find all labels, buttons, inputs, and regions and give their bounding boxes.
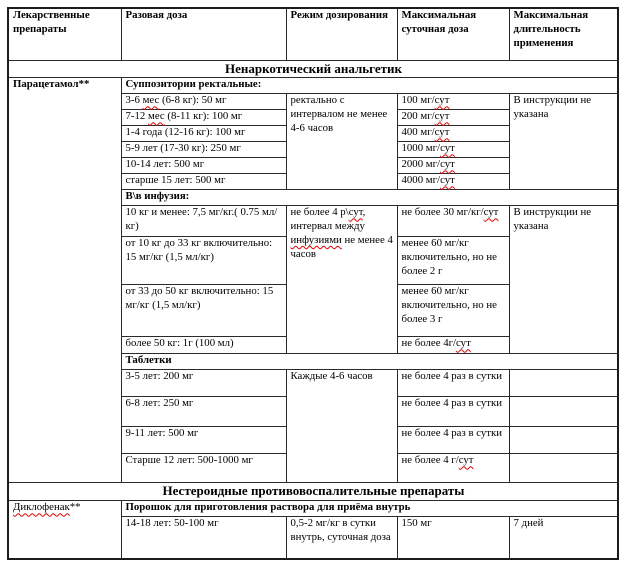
- section-row-nonnarcotic: [8, 60, 618, 78]
- text-run: 4000 мг/: [401, 174, 441, 187]
- max-daily-cell: [397, 285, 509, 337]
- max-daily-cell: [397, 142, 509, 158]
- dosage-table-body: [8, 8, 618, 559]
- misspelled-text: сут: [348, 206, 363, 219]
- misspelled-text: сут: [456, 337, 471, 350]
- text-run: Суппозитории ректальные:: [125, 78, 262, 91]
- dose-cell: [121, 158, 286, 174]
- text-run: Каждые 4-6 часов: [290, 370, 373, 383]
- regimen-cell: [286, 370, 397, 483]
- text-run: Режим дозирования: [290, 9, 388, 21]
- text-run: Порошок для приготовления раствора для приёма внутрь: [125, 501, 411, 514]
- subsection-header-rectal-suppositories: [121, 78, 618, 94]
- text-run: не более 4 р\: [290, 206, 349, 219]
- duration-cell-empty: [509, 370, 618, 397]
- duration-cell: [509, 94, 618, 190]
- text-run: , интервал между: [290, 206, 366, 233]
- max-daily-cell: [397, 174, 509, 190]
- col-header-single-dose: [121, 8, 286, 60]
- duration-cell-empty: [509, 397, 618, 427]
- misspelled-text: сут: [440, 142, 455, 155]
- text-run: 10 кг и менее: 7,5 мг/кг.( 0.75 мл/кг): [125, 206, 278, 233]
- text-run: Максимальная длительность применения: [513, 9, 589, 49]
- drug-name-paracetamol: [8, 78, 121, 483]
- text-run: 1000 мг/: [401, 142, 441, 155]
- text-run: более 50 кг: 1г (100 мл): [125, 337, 234, 350]
- misspelled-text: мес: [148, 110, 165, 123]
- dose-cell: [121, 427, 286, 454]
- dose-cell: [121, 454, 286, 483]
- col-header-drugs: [8, 8, 121, 60]
- subsection-header-iv-infusion: [121, 190, 618, 206]
- text-run: 400 мг/: [401, 126, 435, 139]
- subsection-header-tablets: [121, 354, 618, 370]
- text-run: не менее 4 часов: [290, 234, 393, 260]
- text-run: от 10 кг до 33 кг включительно: 15 мг/кг (1,5 мл/кг): [125, 237, 273, 264]
- max-daily-cell: [397, 454, 509, 483]
- subsection-row-suppositories: [8, 78, 618, 94]
- max-daily-cell: [397, 397, 509, 427]
- text-run: 5-9 лет (17-30 кг): 250 мг: [125, 142, 241, 155]
- header-row: [8, 8, 618, 60]
- dose-cell: [121, 142, 286, 158]
- duration-cell-empty: [509, 427, 618, 454]
- text-run: (8-11 кг): 100 мг: [164, 110, 243, 123]
- section-header-nsaid: [8, 483, 618, 501]
- text-run: 100 мг/: [401, 94, 435, 107]
- misspelled-text: сут: [458, 454, 474, 467]
- max-daily-cell: [397, 337, 509, 354]
- misspelled-text: сут: [434, 126, 450, 139]
- misspelled-text: Диклофенак: [13, 501, 70, 514]
- misspelled-text: сут: [440, 174, 455, 187]
- dose-cell: [121, 517, 286, 559]
- text-run: 150 мг: [401, 517, 432, 530]
- max-daily-cell: [397, 237, 509, 285]
- misspelled-text: сут: [440, 158, 455, 171]
- duration-cell: [509, 517, 618, 559]
- text-run: Нестероидные противовоспалительные препараты: [162, 483, 465, 499]
- text-run: Разовая доза: [125, 9, 188, 21]
- text-run: 0,5-2 мг/кг в сутки внутрь, суточная доза: [290, 517, 391, 544]
- max-daily-cell: [397, 517, 509, 559]
- regimen-cell: [286, 94, 397, 190]
- text-run: 200 мг/: [401, 110, 435, 123]
- text-run: не более 4 раз в сутки: [401, 427, 503, 440]
- max-daily-cell: [397, 126, 509, 142]
- section-row-nsaid: [8, 483, 618, 501]
- text-run: от 33 до 50 кг включительно: 15 мг/кг (1,5 мл/кг): [125, 285, 274, 312]
- text-run: 6-8 лет: 250 мг: [125, 397, 194, 410]
- max-daily-cell: [397, 158, 509, 174]
- col-header-max-daily-dose: [397, 8, 509, 60]
- dose-cell: [121, 94, 286, 110]
- text-run: Лекарственные препараты: [13, 9, 90, 35]
- text-run: 9-11 лет: 500 мг: [125, 427, 199, 440]
- text-run: Таблетки: [125, 354, 172, 367]
- max-daily-cell: [397, 94, 509, 110]
- dosage-table: [7, 7, 619, 560]
- text-run: не более 30 мг/кг/: [401, 206, 484, 219]
- max-daily-cell: [397, 427, 509, 454]
- text-run: 7 дней: [513, 517, 544, 530]
- text-run: **: [69, 501, 81, 514]
- text-run: Максимальная суточная доза: [401, 9, 477, 35]
- text-run: В инструкции не указана: [513, 206, 592, 233]
- text-run: В инструкции не указана: [513, 94, 592, 121]
- text-run: не более 4 раз в сутки: [401, 370, 503, 383]
- max-daily-cell: [397, 370, 509, 397]
- subsection-header-oral-powder: [121, 501, 618, 517]
- dose-cell: [121, 397, 286, 427]
- text-run: 7-12: [125, 110, 148, 123]
- misspelled-text: сут: [434, 94, 450, 107]
- text-run: менее 60 мг/кг включительно, но не более 2 г: [401, 237, 497, 278]
- dose-cell: [121, 285, 286, 337]
- section-header-nonnarcotic-analgesic: [8, 60, 618, 78]
- dose-cell: [121, 206, 286, 237]
- misspelled-text: сут: [483, 206, 499, 219]
- dose-cell: [121, 337, 286, 354]
- text-run: (6-8 кг): 50 мг: [159, 94, 227, 107]
- text-run: менее 60 мг/кг включительно, но не более 3 г: [401, 285, 497, 326]
- max-daily-cell: [397, 110, 509, 126]
- text-run: старше 15 лет: 500 мг: [125, 174, 226, 187]
- text-run: 10-14 лет: 500 мг: [125, 158, 205, 171]
- text-run: Старше 12 лет: 500-1000 мг: [125, 454, 253, 467]
- text-run: не более 4 раз в сутки: [401, 397, 503, 410]
- misspelled-text: инфузиями: [290, 234, 342, 247]
- dose-cell: [121, 237, 286, 285]
- misspelled-text: сут: [434, 110, 450, 123]
- text-run: 3-6: [125, 94, 143, 107]
- regimen-cell: [286, 517, 397, 559]
- duration-cell: [509, 206, 618, 354]
- misspelled-text: мес: [142, 94, 160, 107]
- dose-cell: [121, 126, 286, 142]
- col-header-regimen: [286, 8, 397, 60]
- dose-cell: [121, 174, 286, 190]
- drug-name-diclofenac: [8, 501, 121, 559]
- text-run: не более 4г/: [401, 337, 457, 350]
- dose-cell: [121, 110, 286, 126]
- text-run: не более 4 г/: [401, 454, 459, 467]
- text-run: ректально с интервалом не менее 4-6 часов: [290, 94, 388, 135]
- text-run: В\в инфузия:: [125, 190, 190, 203]
- text-run: 1-4 года (12-16 кг): 100 мг: [125, 126, 246, 139]
- text-run: 2000 мг/: [401, 158, 441, 171]
- text-run: 3-5 лет: 200 мг: [125, 370, 194, 383]
- duration-cell-empty: [509, 454, 618, 483]
- text-run: Ненаркотический анальгетик: [224, 60, 403, 76]
- max-daily-cell: [397, 206, 509, 237]
- subsection-row-powder: [8, 501, 618, 517]
- col-header-max-duration: [509, 8, 618, 60]
- regimen-cell: [286, 206, 397, 354]
- text-run: 14-18 лет: 50-100 мг: [125, 517, 219, 530]
- text-run: Парацетамол**: [13, 78, 90, 91]
- dose-cell: [121, 370, 286, 397]
